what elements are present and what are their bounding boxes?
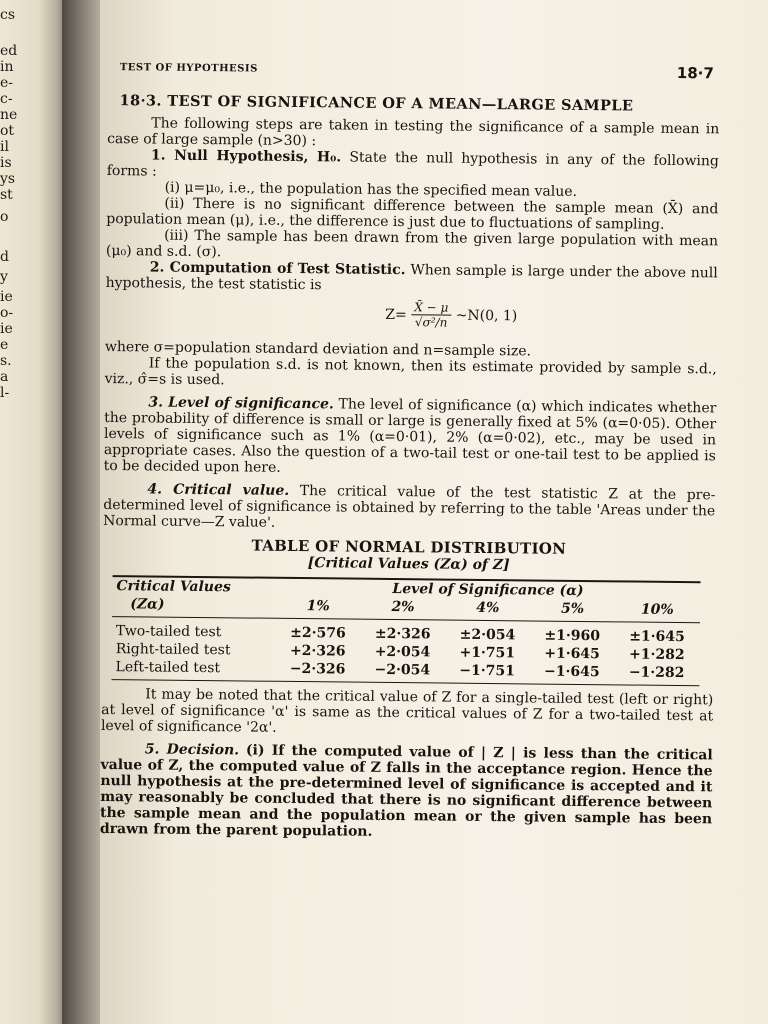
- step-4-text: The critical value of the test statistic Z at the pre-determined level of significance is obtained by referring to the table 'Areas under the Normal curve—Z value'.: [103, 483, 716, 531]
- table-cell: +2·054: [374, 643, 431, 661]
- section-number: 18·3.: [119, 92, 162, 110]
- step-5-paragraph: [100, 741, 713, 843]
- facing-page-text-fragment: is: [0, 155, 12, 171]
- step-2-heading: 2. Computation of Test Statistic.: [149, 259, 406, 279]
- formula-lhs: Z=: [385, 306, 407, 324]
- level-1: 1%: [276, 597, 361, 619]
- level-4: 4%: [445, 599, 530, 621]
- facing-page-text-fragment: s.: [0, 353, 12, 369]
- section-title: TEST OF SIGNIFICANCE OF A MEAN—LARGE SAMPLE: [167, 92, 634, 115]
- facing-page-text-fragment: d: [0, 249, 9, 265]
- table-cell: +2·326: [289, 642, 346, 660]
- row-label: Right-tailed test: [115, 641, 231, 659]
- facing-page-text-fragment: il: [0, 139, 9, 155]
- page-number: 18·7: [676, 63, 714, 83]
- table-cell: +1·645: [544, 645, 600, 663]
- step-3-paragraph: [104, 394, 717, 480]
- col-header-z-alpha: (Zα): [112, 595, 276, 618]
- facing-page-text-fragment: ie: [0, 289, 13, 305]
- table-subtitle: [Critical Values (Zα) of Z]: [307, 555, 510, 574]
- running-head: [108, 56, 720, 86]
- page-content: [100, 56, 720, 843]
- step-1-item-iii: (iii) The sample has been drawn from the given large population with mean (μ₀) and s.d. (σ).: [105, 227, 719, 261]
- step-3-text: The level of significance (α) which indicates whether the probability of difference is small or large is generally fixed at 5% (α=0·05). Other levels of significance such as 1% (α=0·01), 2% (α=0·02), etc., may be used in appropriate cases. Also the question of a two-tail test or one-tail test to be applied is to be decided upon here.: [103, 396, 717, 476]
- step-5-heading: 5. Decision.: [144, 741, 240, 759]
- facing-page-text-fragment: y: [0, 269, 8, 285]
- table-cell: −2·054: [360, 661, 445, 683]
- critical-values-table: [111, 575, 700, 686]
- step-5-text: (i) If the computed value of | Z | is less than the critical value of Z, the computed value of Z falls in the acceptance region. Hence the null hypothesis at the pre-determined level of significance is accepted and it may reasonably be concluded that there is no significant difference between the sample mean and the population mean or the given sample has been drawn from the parent population.: [100, 742, 713, 840]
- table-cell: −1·645: [529, 662, 614, 684]
- table-title: TABLE OF NORMAL DISTRIBUTION: [251, 536, 567, 558]
- step-4-paragraph: [103, 481, 715, 535]
- section-heading: [119, 92, 719, 115]
- table-cell: +1·282: [628, 646, 685, 664]
- facing-page-edge: [0, 0, 70, 1024]
- formula-where: where σ=population standard deviation and n=sample size.: [104, 338, 532, 360]
- facing-page-text-fragment: ie: [0, 321, 13, 337]
- facing-page-text-fragment: a: [0, 369, 9, 385]
- test-statistic-formula: [105, 297, 717, 337]
- step-2-note: If the population s.d. is not known, then its estimate provided by sample s.d., viz., σ̂=s is used.: [104, 355, 717, 389]
- step-1-heading: 1. Null Hypothesis, H₀.: [150, 147, 342, 166]
- after-table-paragraph: It may be noted that the critical value of Z for a single-tailed test (left or right) at level of significance 'α' is same as the critical values of Z for a two-tailed test at level of significance '2α'.: [100, 686, 714, 736]
- facing-page-text-fragment: cs: [0, 7, 16, 23]
- level-of-significance-header: Level of Significance (α): [276, 578, 700, 601]
- step-1-item-i: (i) μ=μ₀, i.e., the population has the specified mean value.: [164, 179, 578, 200]
- level-10: 10%: [615, 600, 700, 622]
- facing-page-text-fragment: ys: [0, 171, 16, 187]
- table-cell: −1·282: [614, 663, 699, 685]
- table-cell: −2·326: [275, 660, 360, 682]
- table-cell: ±1·645: [629, 628, 685, 646]
- table-cell: ±1·960: [544, 627, 601, 645]
- facing-page-text-fragment: o-: [0, 305, 14, 321]
- facing-page-text-fragment: in: [0, 59, 14, 75]
- facing-page-text-fragment: e: [0, 337, 9, 353]
- table-cell: ±2·326: [374, 625, 431, 643]
- table-cell: +1·751: [459, 644, 516, 662]
- step-1-item-ii: (ii) There is no significant difference between the sample mean (X̄) and population mean (μ), i.e., the difference is just due to fluctuations of sampling.: [106, 195, 719, 233]
- intro-paragraph: The following steps are taken in testing the significance of a sample mean in case of large sample (n>30) :: [107, 115, 720, 150]
- facing-page-text-fragment: ed: [0, 43, 18, 59]
- facing-page-text-fragment: e-: [0, 75, 14, 91]
- level-2: 2%: [360, 598, 445, 620]
- facing-page-text-fragment: ot: [0, 123, 15, 139]
- step-3-heading: 3. Level of significance.: [148, 394, 334, 413]
- facing-page-text-fragment: c-: [0, 91, 13, 107]
- formula-denominator: √σ²/n: [414, 315, 448, 330]
- running-title: TEST OF HYPOTHESIS: [119, 62, 258, 75]
- row-label: Left-tailed test: [111, 658, 275, 681]
- formula-rhs: ~N(0, 1): [455, 307, 518, 325]
- formula-numerator: X̄ − μ: [411, 300, 451, 315]
- col-header-critical-values: Critical Values: [112, 576, 276, 597]
- step-2-text: When sample is large under the above null hypothesis, the test statistic is: [105, 262, 718, 294]
- step-1-text: State the null hypothesis in any of the following forms :: [106, 149, 720, 180]
- row-label: Two-tailed test: [115, 623, 222, 641]
- table-cell: −1·751: [445, 662, 530, 684]
- table-cell: ±2·054: [459, 626, 516, 644]
- book-page: [100, 0, 768, 1024]
- facing-page-text-fragment: st: [0, 187, 13, 203]
- table-cell: ±2·576: [290, 624, 346, 642]
- facing-page-text-fragment: o: [0, 209, 9, 225]
- facing-page-text-fragment: l-: [0, 385, 10, 401]
- facing-page-text-fragment: ne: [0, 107, 18, 123]
- level-5: 5%: [530, 599, 615, 621]
- step-4-heading: 4. Critical value.: [147, 481, 290, 499]
- step-2-paragraph: [106, 259, 718, 297]
